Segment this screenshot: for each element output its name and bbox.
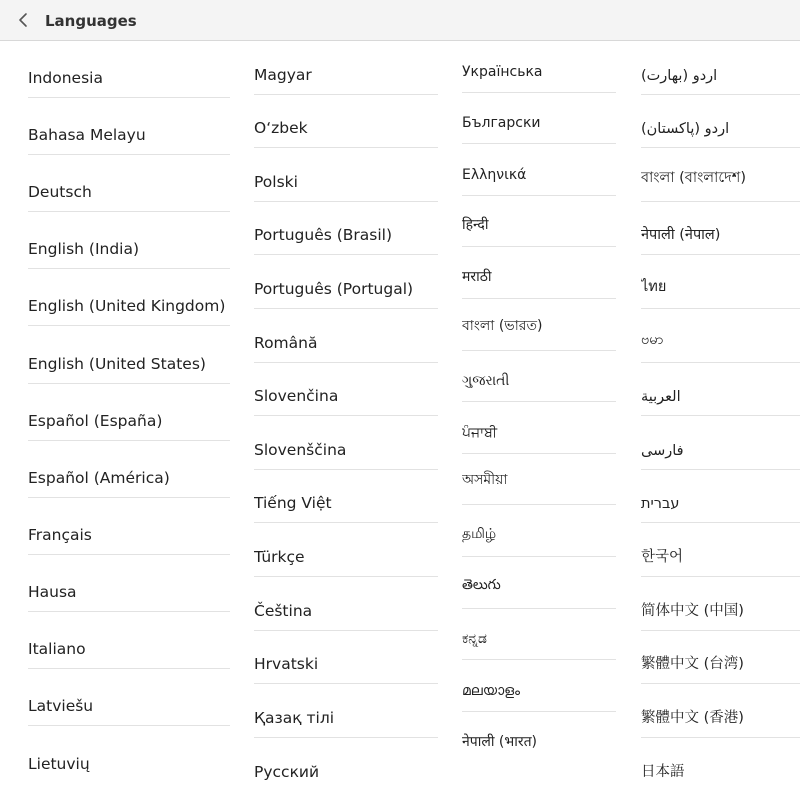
language-label: অসমীয়া	[462, 472, 508, 489]
language-label: Русский	[254, 763, 320, 782]
language-item[interactable]	[641, 41, 800, 95]
language-label: English (United States)	[28, 354, 206, 373]
language-item[interactable]	[462, 144, 616, 196]
language-item[interactable]	[462, 609, 616, 661]
language-label: English (India)	[28, 240, 140, 259]
language-item[interactable]	[462, 299, 616, 351]
language-item[interactable]	[254, 148, 438, 202]
language-item[interactable]	[254, 363, 438, 417]
language-label: 한국어	[641, 548, 684, 565]
language-label: ગુજરાતી	[462, 373, 510, 390]
language-item[interactable]	[462, 402, 616, 454]
language-item[interactable]	[462, 247, 616, 299]
language-label: Français	[28, 525, 92, 544]
language-item[interactable]	[462, 454, 616, 506]
language-label: മലയാളം	[462, 682, 521, 699]
language-item[interactable]	[28, 612, 230, 669]
language-label: עברית	[641, 496, 680, 513]
language-label: Slovenščina	[254, 440, 347, 459]
language-item[interactable]	[462, 505, 616, 557]
language-label: বাংলা (বাংলাদেশ)	[641, 169, 746, 186]
back-button[interactable]	[10, 6, 38, 34]
language-label: Bahasa Melayu	[28, 126, 146, 145]
language-item[interactable]	[641, 684, 800, 738]
language-label: Latviešu	[28, 697, 94, 716]
language-item[interactable]	[641, 255, 800, 309]
language-item[interactable]	[462, 712, 616, 764]
language-item[interactable]	[28, 326, 230, 383]
language-item[interactable]	[641, 523, 800, 577]
language-item[interactable]	[641, 363, 800, 417]
language-label: ਪੰਜਾਬੀ	[462, 424, 498, 441]
language-label: Українська	[462, 63, 543, 80]
language-label: Indonesia	[28, 69, 103, 88]
language-column-4	[641, 41, 800, 800]
language-label: Ελληνικά	[462, 166, 527, 183]
language-item[interactable]	[641, 148, 800, 202]
language-item[interactable]	[254, 255, 438, 309]
language-item[interactable]	[254, 523, 438, 577]
language-label: فارسی	[641, 442, 684, 459]
language-label: اردو (پاکستان)	[641, 121, 730, 138]
language-item[interactable]	[254, 41, 438, 95]
language-item[interactable]	[28, 555, 230, 612]
language-label: O‘zbek	[254, 119, 308, 138]
language-item[interactable]	[641, 95, 800, 149]
language-item[interactable]	[641, 470, 800, 524]
language-label: ಕನ್ನಡ	[462, 631, 487, 648]
language-item[interactable]	[254, 309, 438, 363]
language-item[interactable]	[254, 684, 438, 738]
language-label: Română	[254, 333, 318, 352]
language-item[interactable]	[28, 98, 230, 155]
language-item[interactable]	[641, 631, 800, 685]
language-item[interactable]	[28, 669, 230, 726]
language-label: Tiếng Việt	[254, 494, 332, 513]
language-label: ไทย	[641, 278, 667, 295]
language-label: Hausa	[28, 582, 77, 601]
language-label: తెలుగు	[462, 576, 501, 593]
language-item[interactable]	[641, 577, 800, 631]
language-item[interactable]	[28, 498, 230, 555]
language-label: नेपाली (नेपाल)	[641, 227, 721, 244]
language-label: Slovenčina	[254, 387, 339, 406]
language-item[interactable]	[462, 93, 616, 145]
language-item[interactable]	[28, 441, 230, 498]
language-label: Español (España)	[28, 411, 163, 430]
language-label: 繁體中文 (香港)	[641, 709, 744, 726]
language-item[interactable]	[28, 155, 230, 212]
language-item[interactable]	[462, 660, 616, 712]
language-label: मराठी	[462, 268, 492, 285]
language-item[interactable]	[28, 41, 230, 98]
language-label: Português (Brasil)	[254, 226, 393, 245]
language-item[interactable]	[254, 202, 438, 256]
language-item[interactable]	[28, 384, 230, 441]
language-label: Қазақ тілі	[254, 708, 335, 727]
chevron-left-icon	[10, 6, 38, 34]
language-item[interactable]	[254, 631, 438, 685]
language-label: नेपाली (भारत)	[462, 734, 538, 751]
language-label: Čeština	[254, 601, 313, 620]
language-item[interactable]	[28, 269, 230, 326]
language-label: Español (América)	[28, 468, 170, 487]
language-item[interactable]	[641, 416, 800, 470]
language-item[interactable]	[28, 212, 230, 269]
language-label: English (United Kingdom)	[28, 297, 226, 316]
language-label: தமிழ்	[462, 525, 497, 542]
language-column-1	[28, 41, 230, 800]
language-item[interactable]	[254, 95, 438, 149]
language-column-2	[254, 41, 438, 800]
language-label: اردو (بھارت)	[641, 67, 718, 84]
language-label: বাংলা (ভারত)	[462, 317, 543, 334]
language-item[interactable]	[254, 577, 438, 631]
language-label: Polski	[254, 172, 298, 191]
language-label: Lietuvių	[28, 755, 90, 774]
language-item[interactable]	[254, 470, 438, 524]
language-label: Türkçe	[254, 547, 305, 566]
language-label: 简体中文 (中国)	[641, 602, 744, 619]
language-item[interactable]	[462, 196, 616, 248]
language-item[interactable]	[254, 738, 438, 792]
language-label: हिन्दी	[462, 217, 489, 234]
page-title: Languages	[45, 12, 137, 30]
language-label: Български	[462, 115, 541, 132]
language-label: 日本語	[641, 764, 685, 781]
language-label: 繁體中文 (台湾)	[641, 656, 744, 673]
language-item[interactable]	[462, 41, 616, 93]
language-column-3	[462, 41, 616, 800]
language-label: Português (Portugal)	[254, 279, 414, 298]
language-item[interactable]	[641, 309, 800, 363]
header-bar	[0, 0, 800, 41]
language-item[interactable]	[462, 351, 616, 403]
language-label: Hrvatski	[254, 655, 319, 674]
language-label: ဗမာ	[641, 331, 664, 348]
language-item[interactable]	[28, 726, 230, 783]
language-label: العربية	[641, 389, 681, 406]
language-label: Italiano	[28, 640, 86, 659]
language-item[interactable]	[462, 557, 616, 609]
language-label: Magyar	[254, 65, 312, 84]
language-item[interactable]	[641, 738, 800, 792]
language-item[interactable]	[254, 416, 438, 470]
language-label: Deutsch	[28, 183, 92, 202]
language-item[interactable]	[641, 202, 800, 256]
